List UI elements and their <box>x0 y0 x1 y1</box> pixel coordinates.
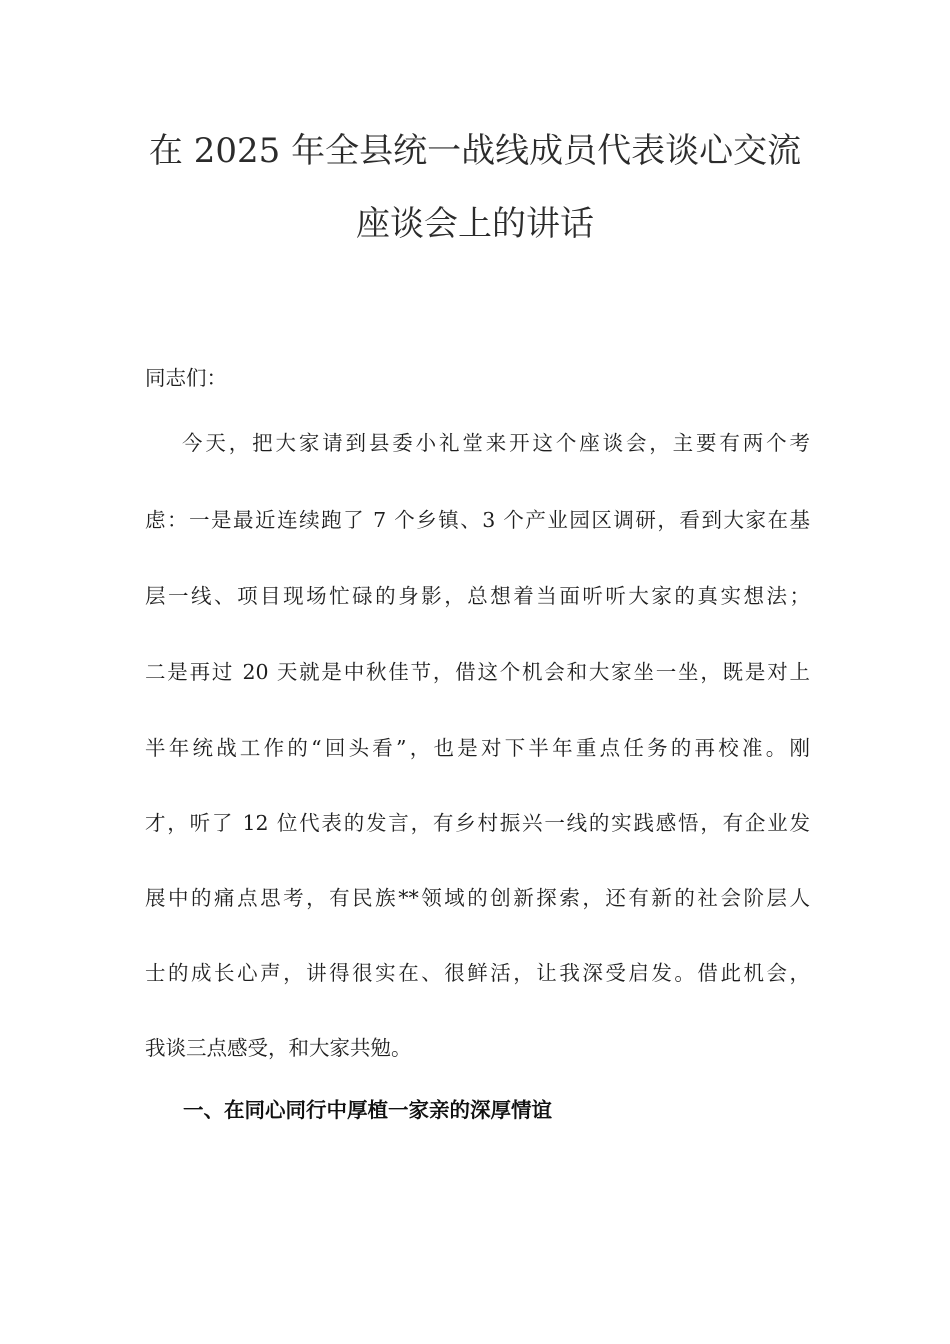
section-heading: 一、在同心同行中厚植一家亲的深厚情谊 <box>183 1098 552 1122</box>
paragraph-line: 今天，把大家请到县委小礼堂来开这个座谈会，主要有两个考 <box>182 431 810 455</box>
paragraph-line: 虑：一是最近连续跑了 7 个乡镇、3 个产业园区调研，看到大家在基 <box>145 508 810 532</box>
paragraph-line: 层一线、项目现场忙碌的身影，总想着当面听听大家的真实想法； <box>145 584 810 608</box>
paragraph-line: 才，听了 12 位代表的发言，有乡村振兴一线的实践感悟，有企业发 <box>145 811 810 835</box>
document-title-line-1: 在 2025 年全县统一战线成员代表谈心交流 <box>148 131 802 171</box>
paragraph-line: 士的成长心声，讲得很实在、很鲜活，让我深受启发。借此机会， <box>145 961 810 985</box>
paragraph-line: 半年统战工作的“回头看”，也是对下半年重点任务的再校准。刚 <box>145 736 810 760</box>
paragraph-line: 我谈三点感受，和大家共勉。 <box>145 1036 412 1060</box>
paragraph-line: 展中的痛点思考，有民族**领域的创新探索，还有新的社会阶层人 <box>145 886 810 910</box>
document-title-line-2: 座谈会上的讲话 <box>356 204 594 244</box>
salutation: 同志们： <box>145 366 227 390</box>
paragraph-line: 二是再过 20 天就是中秋佳节，借这个机会和大家坐一坐，既是对上 <box>145 660 810 684</box>
